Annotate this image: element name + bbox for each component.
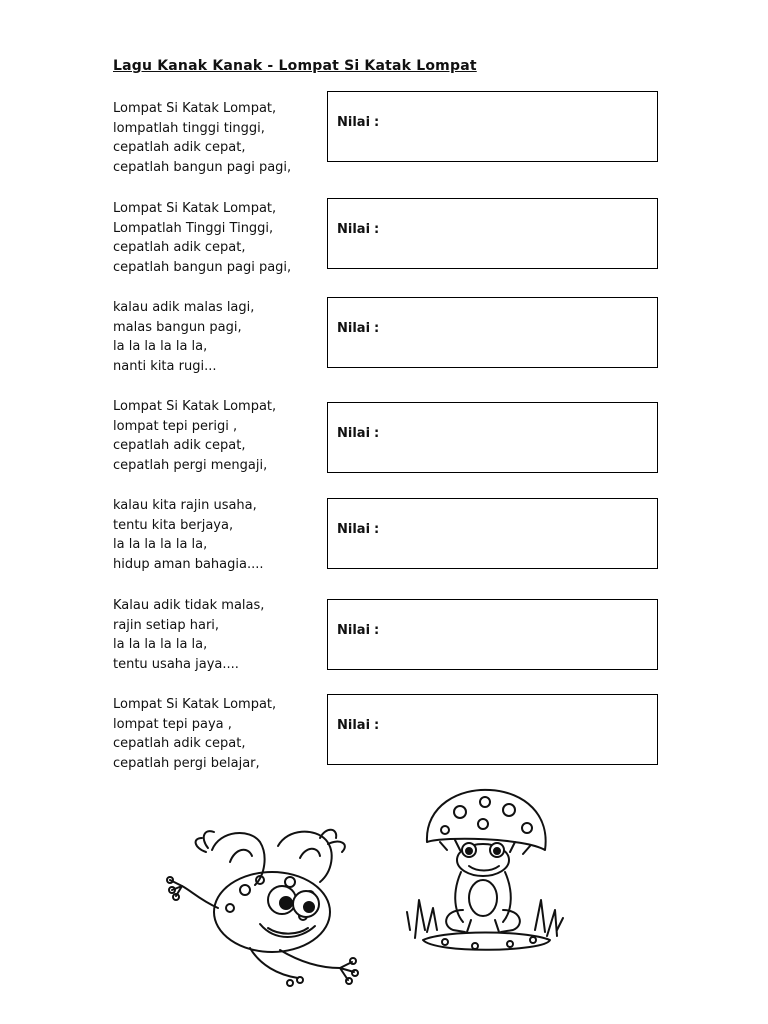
answer-label: Nilai : xyxy=(337,718,380,733)
lyric-line: cepatlah adik cepat, xyxy=(113,240,246,255)
answer-label: Nilai : xyxy=(337,426,380,441)
lyric-line: kalau kita rajin usaha, xyxy=(113,498,257,513)
lyric-line: lompatlah tinggi tinggi, xyxy=(113,120,265,136)
lyric-line: la la la la la la, xyxy=(113,637,208,652)
answer-label: Nilai : xyxy=(337,321,380,336)
lyric-line: cepatlah adik cepat, xyxy=(113,736,246,751)
lyric-line: cepatlah pergi mengaji, xyxy=(113,457,268,473)
jumping-frog-illustration xyxy=(160,820,375,990)
stanza-6 xyxy=(113,596,318,674)
answer-label: Nilai : xyxy=(337,522,380,537)
lyric-line: Lompat Si Katak Lompat, xyxy=(113,101,277,116)
answer-box-2[interactable] xyxy=(327,198,658,269)
answer-box-3[interactable] xyxy=(327,297,658,368)
answer-box-7[interactable] xyxy=(327,694,658,765)
answer-box-6[interactable] xyxy=(327,599,658,670)
answer-label: Nilai : xyxy=(337,222,380,237)
stanza-2 xyxy=(113,199,318,277)
stanza-1 xyxy=(113,99,318,177)
stanza-3 xyxy=(113,298,318,376)
lyric-line: malas bangun pagi, xyxy=(113,319,242,335)
lyric-line: kalau adik malas lagi, xyxy=(113,300,255,315)
lyric-line: cepatlah bangun pagi pagi, xyxy=(113,159,292,175)
page-title: Lagu Kanak Kanak - Lompat Si Katak Lompat xyxy=(113,58,477,74)
lyric-line: rajin setiap hari, xyxy=(113,617,220,633)
lyric-line: nanti kita rugi... xyxy=(113,358,217,374)
lyric-line: cepatlah pergi belajar, xyxy=(113,755,260,771)
answer-box-1[interactable] xyxy=(327,91,658,162)
lyric-line: Lompat Si Katak Lompat, xyxy=(113,399,277,414)
stanza-7 xyxy=(113,695,318,773)
stanza-5 xyxy=(113,496,318,574)
lyric-line: Lompatlah Tinggi Tinggi, xyxy=(113,220,274,236)
lyric-line: Lompat Si Katak Lompat, xyxy=(113,201,277,216)
lyric-line: lompat tepi perigi , xyxy=(113,418,238,434)
lyric-line: cepatlah adik cepat, xyxy=(113,438,246,453)
lyric-line: Lompat Si Katak Lompat, xyxy=(113,697,277,712)
lyric-line: lompat tepi paya , xyxy=(113,716,232,732)
lyric-line: tentu usaha jaya.... xyxy=(113,656,239,672)
lyric-line: cepatlah adik cepat, xyxy=(113,140,246,155)
frog-mushroom-illustration xyxy=(405,780,565,970)
lyric-line: cepatlah bangun pagi pagi, xyxy=(113,259,292,275)
answer-label: Nilai : xyxy=(337,115,380,130)
lyric-line: Kalau adik tidak malas, xyxy=(113,598,265,613)
lyric-line: la la la la la la, xyxy=(113,537,208,552)
answer-box-5[interactable] xyxy=(327,498,658,569)
lyric-line: hidup aman bahagia.... xyxy=(113,556,264,572)
answer-box-4[interactable] xyxy=(327,402,658,473)
lyric-line: tentu kita berjaya, xyxy=(113,517,234,533)
lyric-line: la la la la la la, xyxy=(113,339,208,354)
stanza-4 xyxy=(113,397,318,475)
answer-label: Nilai : xyxy=(337,623,380,638)
